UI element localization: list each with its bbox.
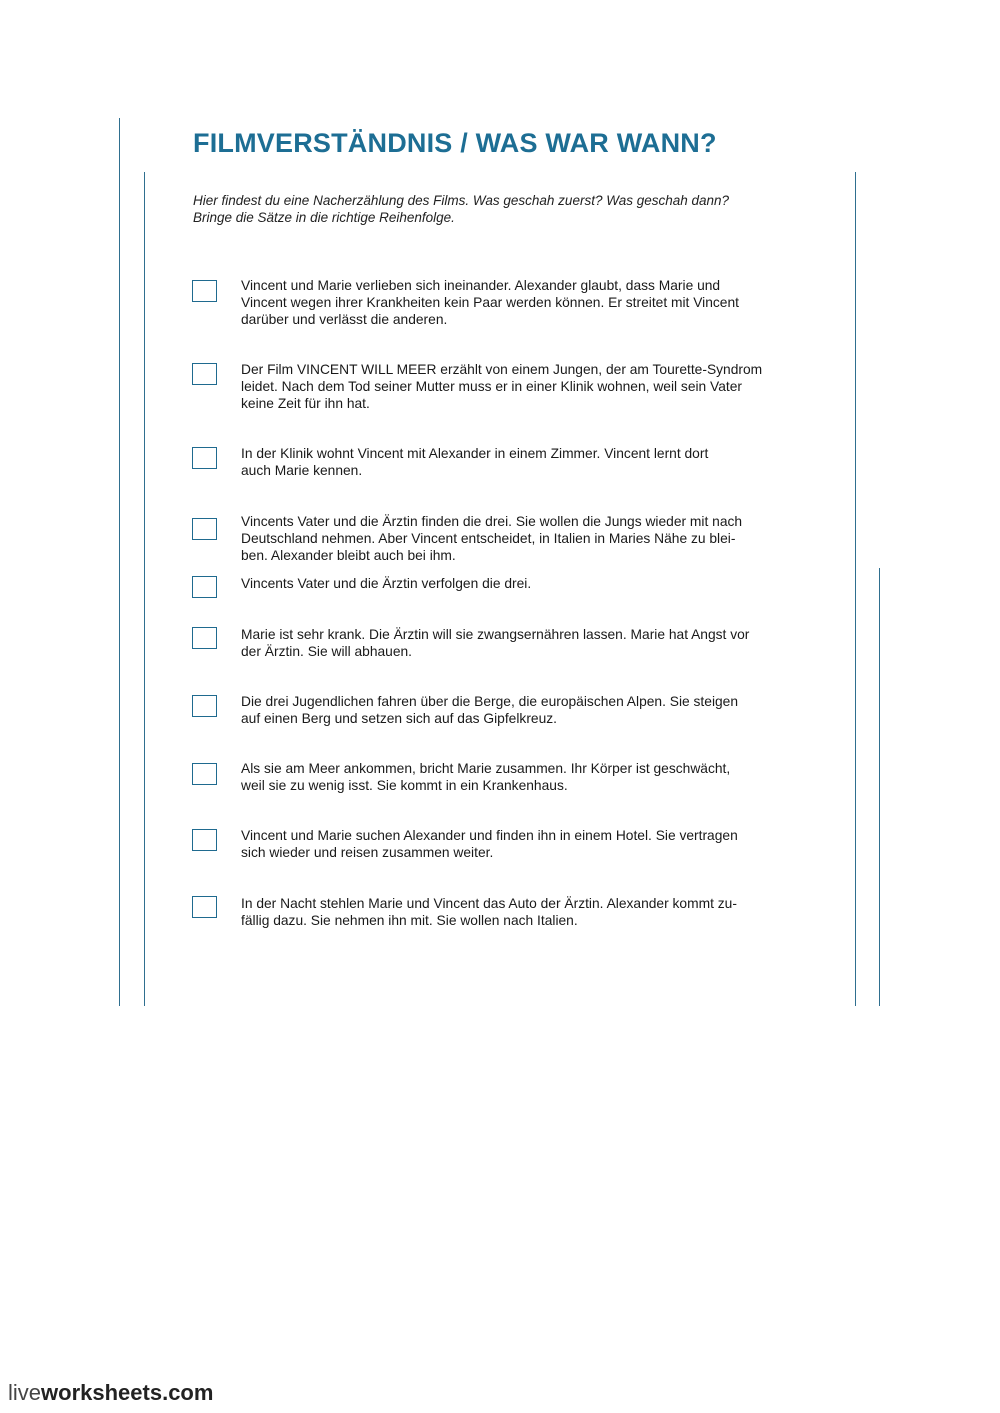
item-text [241, 760, 813, 794]
item-line: Vincent und Marie suchen Alexander und finden ihn in einem Hotel. Sie vertragen [241, 828, 738, 843]
item-line: weil sie zu wenig isst. Sie kommt in ein Krankenhaus. [241, 778, 568, 793]
item-line: keine Zeit für ihn hat. [241, 396, 370, 411]
order-checkbox[interactable] [192, 763, 217, 785]
order-checkbox[interactable] [192, 627, 217, 649]
item-line: sich wieder und reisen zusammen weiter. [241, 845, 494, 860]
item-line: In der Klinik wohnt Vincent mit Alexander in einem Zimmer. Vincent lernt dort [241, 446, 709, 461]
instructions-line: Hier findest du eine Nacherzählung des Films. Was geschah zuerst? Was geschah dann? [193, 193, 730, 208]
item-line: Als sie am Meer ankommen, bricht Marie zusammen. Ihr Körper ist geschwächt, [241, 761, 731, 776]
item-text [241, 277, 813, 328]
item-line: ben. Alexander bleibt auch bei ihm. [241, 548, 456, 563]
item-line: Die drei Jugendlichen fahren über die Berge, die europäischen Alpen. Sie steigen [241, 694, 739, 709]
instructions [193, 192, 793, 226]
order-checkbox[interactable] [192, 447, 217, 469]
item-line: Vincents Vater und die Ärztin finden die drei. Sie wollen die Jungs wieder mit nach [241, 514, 743, 529]
item-line: auf einen Berg und setzen sich auf das Gipfelkreuz. [241, 711, 557, 726]
item-line: leidet. Nach dem Tod seiner Mutter muss er in einer Klinik wohnen, weil sein Vater [241, 379, 743, 394]
brand-suffix-text: .com [162, 1380, 214, 1405]
order-checkbox[interactable] [192, 896, 217, 918]
order-checkbox[interactable] [192, 829, 217, 851]
item-line: darüber und verlässt die anderen. [241, 312, 448, 327]
order-checkbox[interactable] [192, 695, 217, 717]
item-text [241, 895, 813, 929]
item-line: Vincent wegen ihrer Krankheiten kein Paar werden können. Er streitet mit Vincent [241, 295, 739, 310]
page-title: FILMVERSTÄNDNIS / WAS WAR WANN? [193, 128, 717, 158]
item-text [241, 361, 813, 412]
item-line: In der Nacht stehlen Marie und Vincent das Auto der Ärztin. Alexander kommt zu- [241, 896, 737, 911]
item-line: der Ärztin. Sie will abhauen. [241, 644, 413, 659]
item-line: Deutschland nehmen. Aber Vincent entscheidet, in Italien in Maries Nähe zu blei- [241, 531, 736, 546]
item-line: Vincent und Marie verlieben sich ineinander. Alexander glaubt, dass Marie und [241, 278, 721, 293]
item-line: auch Marie kennen. [241, 463, 363, 478]
item-line: Der Film VINCENT WILL MEER erzählt von einem Jungen, der am Tourette-Syndrom [241, 362, 763, 377]
item-line: fällig dazu. Sie nehmen ihn mit. Sie wollen nach Italien. [241, 913, 578, 928]
order-checkbox[interactable] [192, 363, 217, 385]
brand-bold-text: worksheets [41, 1380, 163, 1405]
item-text [241, 513, 813, 564]
item-line: Marie ist sehr krank. Die Ärztin will sie zwangsernähren lassen. Marie hat Angst vor [241, 627, 750, 642]
frame-line-left-outer [119, 118, 120, 1006]
instructions-line: Bringe die Sätze in die richtige Reihenfolge. [193, 210, 455, 225]
order-checkbox[interactable] [192, 518, 217, 540]
item-text [241, 575, 813, 592]
brand-light-text: live [8, 1380, 42, 1405]
order-checkbox[interactable] [192, 576, 217, 598]
frame-line-right-outer [879, 568, 880, 1006]
item-text [241, 626, 813, 660]
item-line: Vincents Vater und die Ärztin verfolgen die drei. [241, 576, 532, 591]
brand-logo [8, 1380, 213, 1406]
item-text [241, 693, 813, 727]
order-checkbox[interactable] [192, 280, 217, 302]
item-text [241, 445, 813, 479]
frame-line-right-inner [855, 172, 856, 1006]
frame-line-left-inner [144, 172, 145, 1006]
item-text [241, 827, 813, 861]
